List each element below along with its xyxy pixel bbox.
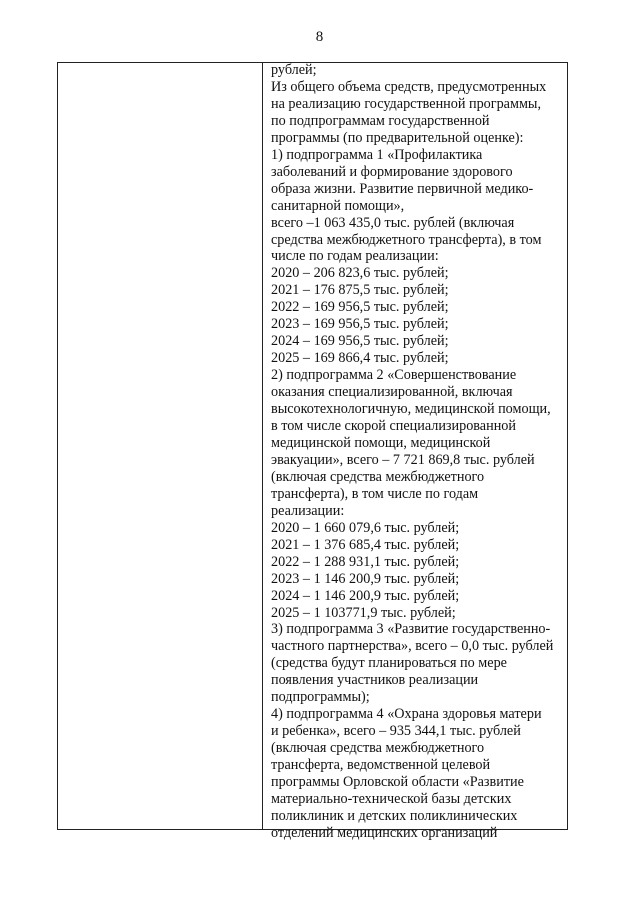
funding-text-line: медицинской помощи, медицинской (271, 434, 491, 451)
funding-text-line: 2021 – 176 875,5 тыс. рублей; (271, 282, 449, 299)
funding-text-line: в том числе скорой специализированной (271, 418, 516, 435)
funding-text-line: трансферта), в том числе по годам (271, 485, 479, 502)
funding-text-line: подпрограммы); (271, 689, 370, 706)
funding-text-line: 2020 – 1 660 079,6 тыс. рублей; (271, 519, 460, 536)
funding-text-line: заболеваний и формирование здорового (271, 163, 513, 180)
funding-text-line: 2025 – 169 866,4 тыс. рублей; (271, 350, 449, 367)
funding-text-line: оказания специализированной, включая (271, 384, 513, 401)
funding-text-line: материально-технической базы детских (271, 790, 512, 807)
funding-text-line: эвакуации», всего – 7 721 869,8 тыс. рублей (271, 451, 535, 468)
funding-text-line: 4) подпрограмма 4 «Охрана здоровья матери (271, 706, 542, 723)
funding-text-line: 2) подпрограмма 2 «Совершенствование (271, 367, 517, 384)
funding-text-line: программы Орловской области «Развитие (271, 774, 524, 791)
funding-text-line: по подпрограммам государственной (271, 112, 490, 129)
funding-text-line: появления участников реализации (271, 672, 479, 689)
funding-text-line: (включая средства межбюджетного (271, 740, 485, 757)
funding-text-line: 2022 – 1 288 931,1 тыс. рублей; (271, 553, 460, 570)
funding-text-line: 2023 – 1 146 200,9 тыс. рублей; (271, 570, 460, 587)
funding-text-line: 2024 – 169 956,5 тыс. рублей; (271, 333, 449, 350)
funding-text-line: 2021 – 1 376 685,4 тыс. рублей; (271, 536, 460, 553)
table-left-cell (58, 63, 262, 829)
funding-text-line: 2020 – 206 823,6 тыс. рублей; (271, 265, 449, 282)
funding-text-line: на реализацию государственной программы, (271, 95, 542, 112)
table-column-divider (262, 63, 263, 829)
funding-text-line: 2024 – 1 146 200,9 тыс. рублей; (271, 587, 460, 604)
funding-text-line: 3) подпрограмма 3 «Развитие государственно- (271, 621, 551, 638)
funding-text-line: 2025 – 1 103771,9 тыс. рублей; (271, 604, 456, 621)
funding-text-line: рублей; (271, 62, 317, 78)
funding-text-line: образа жизни. Развитие первичной медико- (271, 180, 534, 197)
funding-text-line: (включая средства межбюджетного (271, 468, 485, 485)
program-funding-table (57, 62, 568, 841)
table-right-cell (271, 62, 563, 842)
funding-text-line: 2023 – 169 956,5 тыс. рублей; (271, 316, 449, 333)
funding-text-line: всего –1 063 435,0 тыс. рублей (включая (271, 214, 515, 231)
funding-text-line: и ребенка», всего – 935 344,1 тыс. рублей (271, 723, 521, 740)
funding-text-line: отделений медицинских организаций (271, 824, 498, 841)
funding-text-line: поликлиник и детских поликлинических (271, 807, 518, 824)
funding-text-line: средства межбюджетного трансферта), в том (271, 231, 542, 248)
funding-text-line: числе по годам реализации: (271, 248, 439, 265)
funding-text-line: 2022 – 169 956,5 тыс. рублей; (271, 299, 449, 316)
funding-text-line: 1) подпрограмма 1 «Профилактика (271, 146, 483, 163)
funding-text-line: Из общего объема средств, предусмотренных (271, 78, 547, 95)
funding-text-line: трансферта, ведомственной целевой (271, 757, 491, 774)
page-number: 8 (315, 29, 324, 45)
funding-text-line: (средства будут планироваться по мере (271, 655, 507, 672)
funding-text-line: реализации: (271, 502, 345, 519)
funding-text-line: высокотехнологичную, медицинской помощи, (271, 401, 551, 418)
funding-text-line: частного партнерства», всего – 0,0 тыс. рублей (271, 638, 554, 655)
funding-text-line: санитарной помощи», (271, 197, 405, 214)
funding-text-line: программы (по предварительной оценке): (271, 129, 524, 146)
